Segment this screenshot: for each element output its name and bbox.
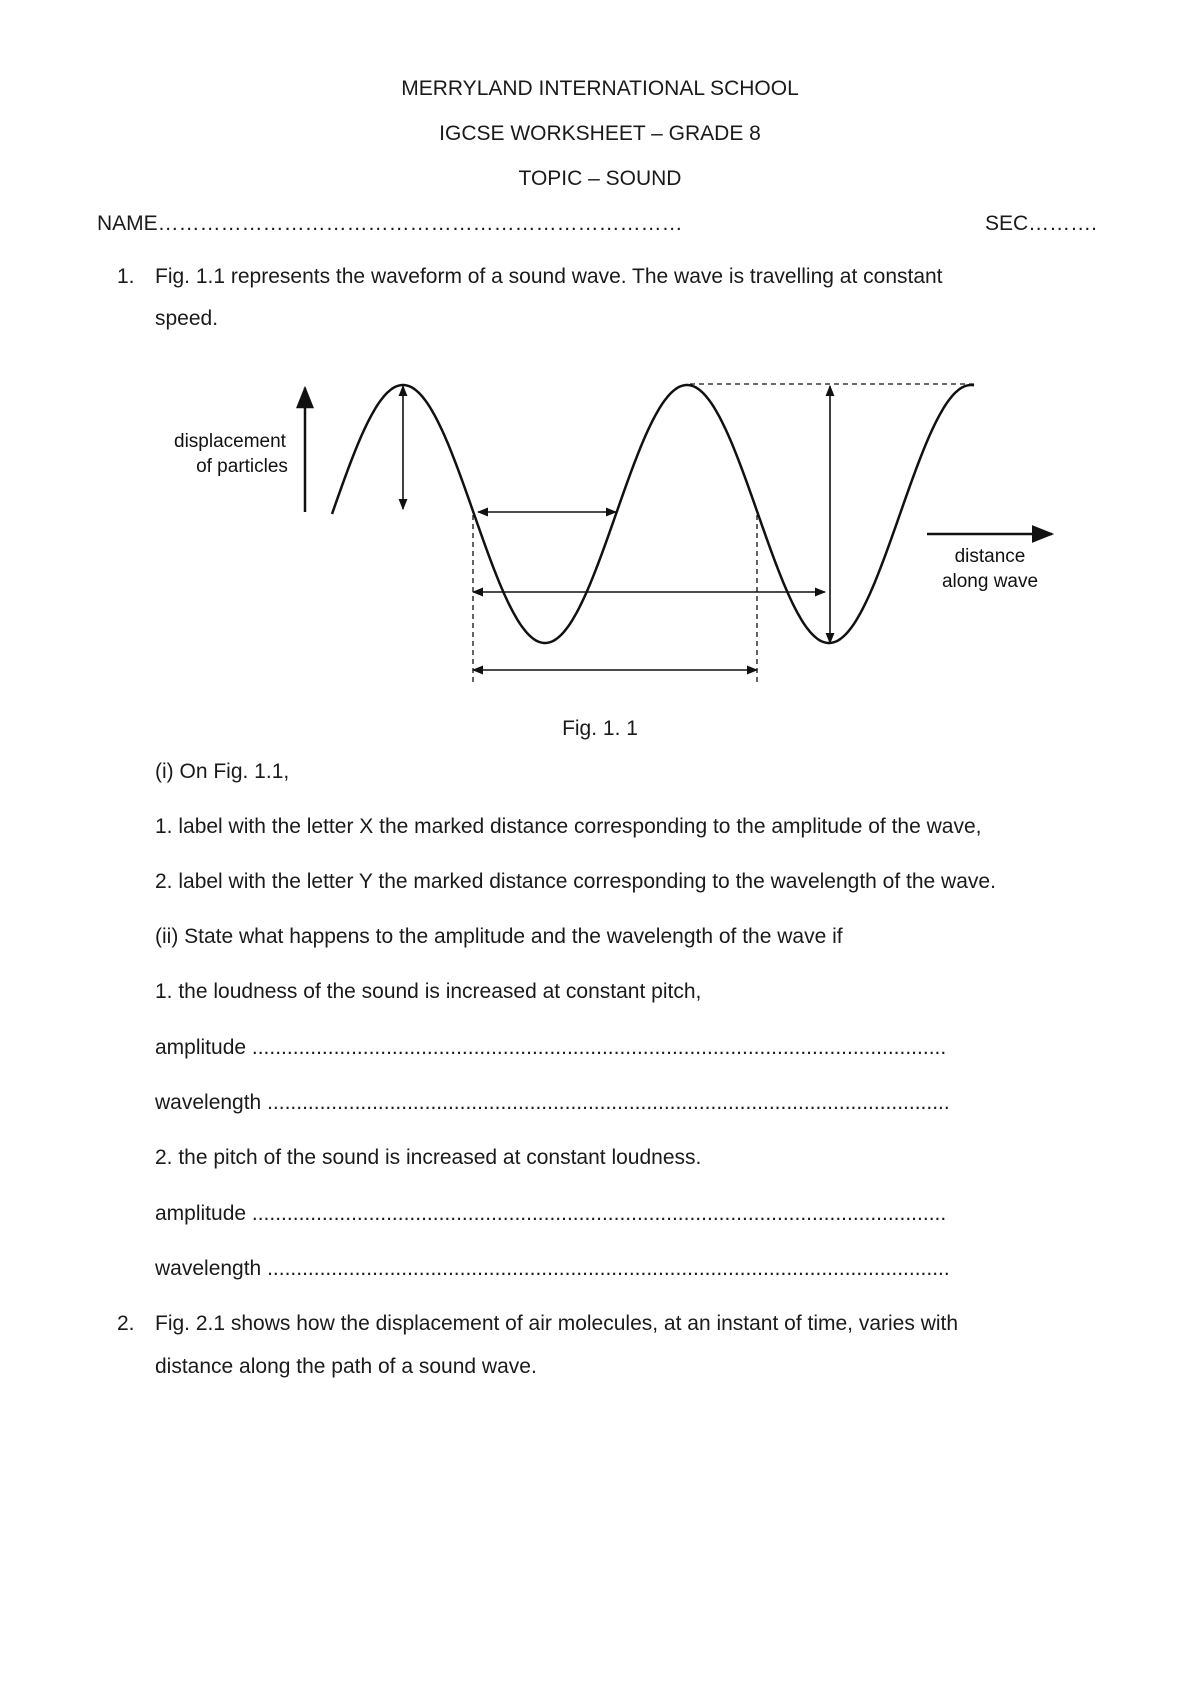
part-ii-condition-1: 1. the loudness of the sound is increased at constant pitch, xyxy=(155,980,702,1003)
answer-amplitude-1[interactable]: amplitude ....................................................................................................................... xyxy=(155,1036,947,1059)
answer-wavelength-1[interactable]: wavelength ..................................................................................................................... xyxy=(155,1091,950,1114)
x-axis-label-line-1: distance xyxy=(954,546,1026,567)
y-axis-label-line-1: displacement xyxy=(174,431,286,452)
part-i-heading: (i) On Fig. 1.1, xyxy=(155,760,290,783)
figure-1-1-waveform xyxy=(0,0,1200,720)
part-ii-condition-2: 2. the pitch of the sound is increased at constant loudness. xyxy=(155,1146,702,1169)
question-2-text-line-2: distance along the path of a sound wave. xyxy=(155,1355,537,1378)
answer-wavelength-2[interactable]: wavelength ..................................................................................................................... xyxy=(155,1257,950,1280)
part-i-instruction-2: 2. label with the letter Y the marked distance corresponding to the wavelength of the wave. xyxy=(155,870,996,893)
y-axis-label-line-2: of particles xyxy=(196,456,288,477)
part-ii-heading: (ii) State what happens to the amplitude and the wavelength of the wave if xyxy=(155,925,843,948)
answer-amplitude-2[interactable]: amplitude ....................................................................................................................... xyxy=(155,1202,947,1225)
school-name: MERRYLAND INTERNATIONAL SCHOOL xyxy=(401,77,799,100)
question-2-text-line-1: Fig. 2.1 shows how the displacement of air molecules, at an instant of time, varies with xyxy=(155,1312,959,1335)
question-2-number: 2. xyxy=(117,1312,135,1335)
topic-title: TOPIC – SOUND xyxy=(518,167,682,190)
figure-1-1-caption: Fig. 1. 1 xyxy=(562,717,638,740)
question-1-number: 1. xyxy=(117,265,135,288)
worksheet-title: IGCSE WORKSHEET – GRADE 8 xyxy=(439,122,761,145)
part-i-instruction-1: 1. label with the letter X the marked distance corresponding to the amplitude of the wave, xyxy=(155,815,982,838)
sound-waveform-curve xyxy=(332,385,974,643)
question-1-text-line-2: speed. xyxy=(155,307,219,330)
x-axis-label-line-2: along wave xyxy=(941,571,1039,592)
section-field[interactable]: SEC………. xyxy=(985,212,1098,235)
name-field[interactable]: NAME………………………………………………………………… xyxy=(97,212,683,235)
question-1-text-line-1: Fig. 1.1 represents the waveform of a sound wave. The wave is travelling at constant xyxy=(155,265,943,288)
